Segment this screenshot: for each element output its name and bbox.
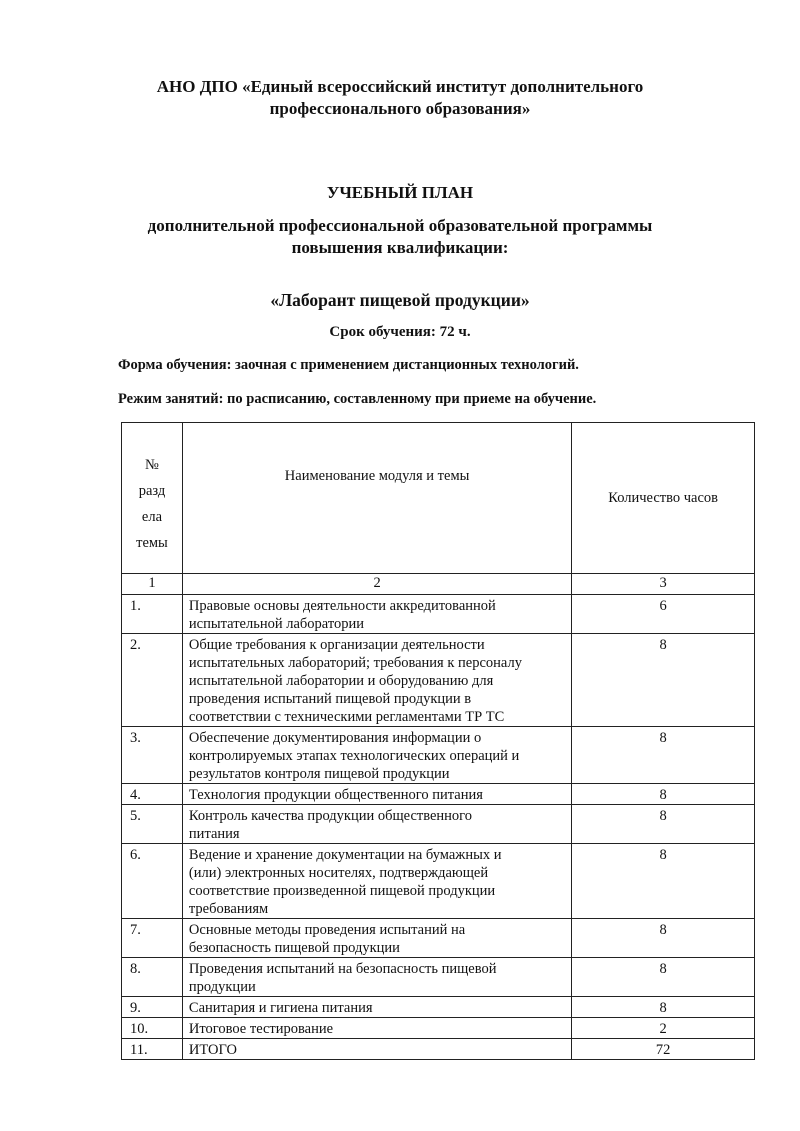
table-row — [122, 1018, 755, 1039]
course-name: «Лаборант пищевой продукции» — [270, 290, 530, 310]
module-name-line: Основные методы проведения испытаний на — [188, 922, 466, 938]
duration: Срок обучения: 72 ч. — [329, 324, 471, 340]
plan-title: УЧЕБНЫЙ ПЛАН — [326, 183, 474, 202]
column-number-row — [122, 574, 755, 595]
module-name-line: Правовые основы деятельности аккредитованной — [188, 598, 496, 614]
module-name-line: Обеспечение документирования информации о — [188, 730, 482, 746]
module-name-line: Технология продукции общественного питания — [188, 787, 483, 803]
module-name-line: испытательных лабораторий; требования к персоналу — [188, 655, 522, 671]
table-row — [122, 997, 755, 1018]
row-number: 4. — [122, 784, 183, 805]
module-name — [182, 997, 571, 1018]
curriculum-table — [121, 422, 755, 1060]
table-row — [122, 784, 755, 805]
program-line2: повышения квалификации: — [291, 238, 509, 257]
module-name-line: (или) электронных носителях, подтверждающей — [188, 865, 489, 881]
module-name-line: Ведение и хранение документации на бумажных и — [188, 847, 502, 863]
module-name-line: требованиям — [188, 901, 269, 917]
module-name-line: питания — [188, 826, 240, 842]
module-name-line: ИТОГО — [188, 1042, 238, 1058]
module-name-line: продукции — [188, 979, 256, 995]
module-hours: 8 — [572, 844, 755, 919]
module-name-line: соответствие произведенной пищевой продукции — [188, 883, 496, 899]
module-hours: 8 — [572, 634, 755, 727]
row-number: 11. — [122, 1039, 183, 1060]
module-name-line: Санитария и гигиена питания — [188, 1000, 373, 1016]
org-name-line1: АНО ДПО «Единый всероссийский институт дополнительного — [156, 77, 644, 96]
table-row — [122, 805, 755, 844]
row-number: 2. — [122, 634, 183, 727]
table-row — [122, 1039, 755, 1060]
module-name — [182, 727, 571, 784]
module-hours: 8 — [572, 805, 755, 844]
program-line1: дополнительной профессиональной образовательной программы — [147, 216, 653, 235]
module-hours: 8 — [572, 784, 755, 805]
column-number: 1 — [122, 574, 183, 595]
module-name — [182, 919, 571, 958]
row-number: 9. — [122, 997, 183, 1018]
table-row — [122, 919, 755, 958]
module-name — [182, 634, 571, 727]
row-number: 8. — [122, 958, 183, 997]
module-name — [182, 1018, 571, 1039]
row-number: 10. — [122, 1018, 183, 1039]
row-number: 6. — [122, 844, 183, 919]
module-name-line: Контроль качества продукции общественного — [188, 808, 473, 824]
module-name-line: контролируемых этапах технологических операций и — [188, 748, 520, 764]
row-number: 3. — [122, 727, 183, 784]
row-number: 5. — [122, 805, 183, 844]
module-name — [182, 805, 571, 844]
header-num-line: темы — [136, 535, 168, 551]
module-hours: 72 — [572, 1039, 755, 1060]
module-name-line: Общие требования к организации деятельности — [188, 637, 485, 653]
org-name-line2: профессионального образования» — [269, 99, 531, 118]
module-name — [182, 844, 571, 919]
module-name-line: проведения испытаний пищевой продукции в — [188, 691, 472, 707]
module-name-line: результатов контроля пищевой продукции — [188, 766, 450, 782]
module-name — [182, 958, 571, 997]
header-num-line: № — [145, 457, 159, 473]
table-row — [122, 958, 755, 997]
table-row — [122, 634, 755, 727]
column-number: 3 — [572, 574, 755, 595]
table-header-row — [122, 423, 755, 574]
module-name-line: Итоговое тестирование — [188, 1021, 334, 1037]
table-row — [122, 844, 755, 919]
module-name-line: испытательной лаборатории и оборудованию для — [188, 673, 494, 689]
module-hours: 8 — [572, 958, 755, 997]
module-hours: 8 — [572, 727, 755, 784]
module-name-line: безопасность пищевой продукции — [188, 940, 400, 956]
study-schedule: Режим занятий: по расписанию, составленному при приеме на обучение. — [118, 391, 597, 407]
module-name-line: соответствии с техническими регламентами ТР ТС — [188, 709, 505, 725]
column-number: 2 — [182, 574, 571, 595]
study-form: Форма обучения: заочная с применением дистанционных технологий. — [118, 357, 579, 373]
table-row — [122, 595, 755, 634]
module-name — [182, 784, 571, 805]
header-name-cell: Наименование модуля и темы — [182, 423, 571, 574]
module-hours: 8 — [572, 997, 755, 1018]
header-num-cell — [122, 423, 183, 574]
module-name-line: Проведения испытаний на безопасность пищевой — [188, 961, 497, 977]
table-row — [122, 727, 755, 784]
module-hours: 8 — [572, 919, 755, 958]
row-number: 1. — [122, 595, 183, 634]
module-name — [182, 595, 571, 634]
header-num-line: ела — [141, 509, 163, 525]
header-hours-cell: Количество часов — [572, 423, 755, 574]
module-hours: 6 — [572, 595, 755, 634]
row-number: 7. — [122, 919, 183, 958]
module-name — [182, 1039, 571, 1060]
module-name-line: испытательной лаборатории — [188, 616, 364, 632]
module-hours: 2 — [572, 1018, 755, 1039]
header-num-line: разд — [138, 483, 166, 499]
